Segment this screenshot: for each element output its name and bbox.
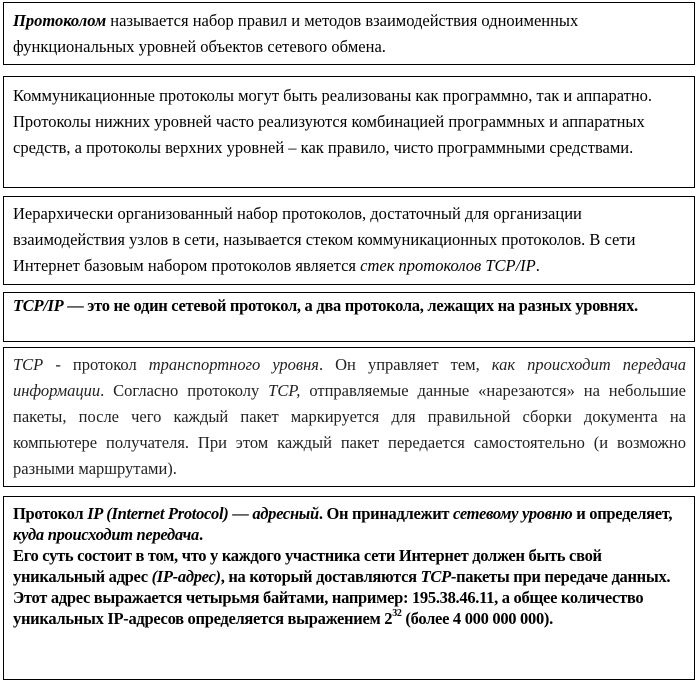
- term-tcp-2: TCP,: [268, 381, 301, 400]
- transport-level-term: транспортного уровня: [148, 355, 319, 374]
- term-tcp: TCP: [13, 355, 44, 374]
- ip-paragraph-1: Протокол IP (Internet Protocol) — адресный. Он принадлежит сетевому уровню и определяет, куда происходит передача.: [13, 504, 673, 544]
- definition-protocol-box: [3, 2, 695, 65]
- term-protocol: Протоколом: [13, 11, 107, 30]
- exponent: 32: [392, 607, 402, 619]
- address-term: адресный: [252, 504, 319, 523]
- how-transfer-term: как происходит передача информации: [13, 355, 686, 400]
- ip-address-term: (IP-адрес): [151, 567, 221, 586]
- ip-paragraph-2: Его суть состоит в том, что у каждого участника сети Интернет должен быть свой уникальный адрес (IP-адрес), на который доставляются TCP-пакеты при передаче данных.: [13, 546, 671, 586]
- tcpip-box: [3, 292, 695, 342]
- stack-tcpip-term: стек протоколов TCP/IP: [360, 256, 536, 275]
- communication-protocols-text: Коммуникационные протоколы могут быть реализованы как программно, так и аппаратно. Протоколы нижних уровней часто реализуются комбинацией программных и аппаратных средств, а протоколы верхних уровней – как правило, чисто программными средствами.: [13, 86, 653, 157]
- protocol-stack-box: [3, 196, 695, 285]
- tcp-box: [3, 347, 695, 487]
- definition-protocol-text: Протоколом называется набор правил и методов взаимодействия одноименных функциональных уровней объектов сетевого обмена.: [13, 11, 579, 56]
- network-level-term: сетевому уровню: [453, 504, 573, 523]
- ip-box: [3, 496, 695, 680]
- tcpip-text: TCP/IP — это не один сетевой протокол, а два протокола, лежащих на разных уровнях.: [13, 296, 638, 315]
- ip-full-term: IP (Internet Protocol): [87, 504, 229, 523]
- protocol-stack-text: Иерархически организованный набор протоколов, достаточный для организации взаимодействия узлов в сети, называется стеком коммуникационных протоколов. В сети Интернет базовым набором протоколов является стек протоколов TCP/IP.: [13, 204, 636, 275]
- where-transfer-term: куда происходит передача: [13, 525, 199, 544]
- ip-paragraph-3: Этот адрес выражается четырьмя байтами, например: 195.38.46.11, а общее количество уникальных IP-адресов определяется выражением $2^{32}$ (более 4 000 000 000).: [13, 588, 644, 628]
- term-tcpip: TCP/IP: [13, 296, 64, 315]
- tcp-text: TCP - протокол транспортного уровня. Он управляет тем, как происходит передача информации. Согласно протоколу TCP, отправляемые данные «нарезаются» на небольшие пакеты, после чего каждый пакет маркируется для правильной сборки документа на компьютере получателя. При этом каждый пакет передается самостоятельно (и возможно разными маршрутами).: [13, 355, 687, 478]
- tcp-term: TCP: [420, 567, 451, 586]
- communication-protocols-box: [3, 76, 695, 188]
